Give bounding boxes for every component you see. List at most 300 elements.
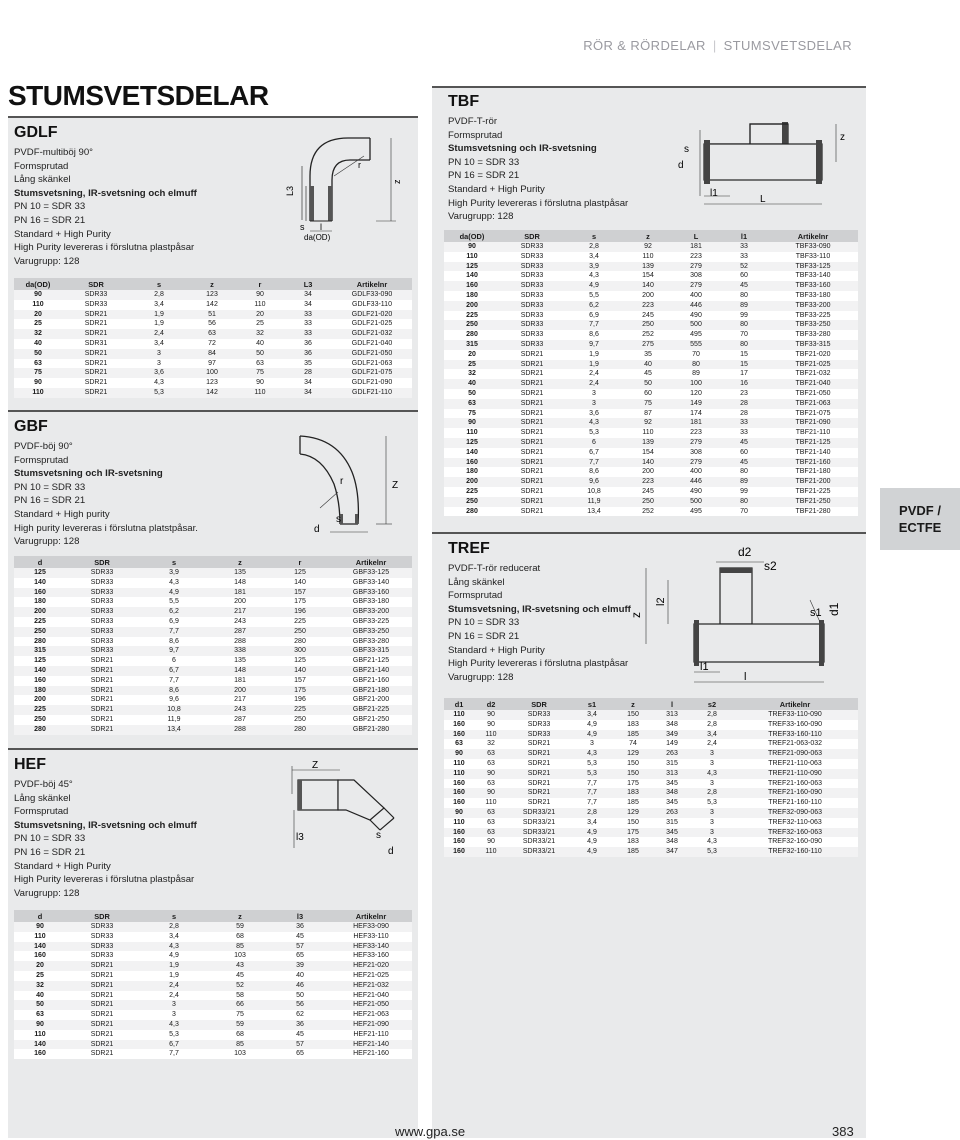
gbf-cell: GBF33-160: [330, 588, 412, 598]
tbf-label-L: L: [760, 194, 766, 205]
gdlf-cell: GDLF21-090: [332, 378, 412, 388]
tbf-cell: 8,6: [564, 330, 624, 340]
tbf-label-l1: l1: [710, 188, 718, 199]
tbf-cell: 89: [672, 369, 720, 379]
tbf-cell: SDR33: [500, 262, 564, 272]
tbf-cell: 89: [720, 477, 768, 487]
gdlf-col-header: z: [188, 278, 236, 290]
tbf-cell: 279: [672, 281, 720, 291]
tref-table-row: [444, 798, 858, 808]
tref-table-row: [444, 739, 858, 749]
tbf-table-row: [444, 379, 858, 389]
tref-table-wrap: [444, 698, 858, 857]
hef-label-z: Z: [312, 760, 319, 771]
gdlf-label-r: r: [358, 160, 361, 170]
gbf-cell: SDR33: [66, 607, 138, 617]
gbf-cell: 280: [14, 637, 66, 647]
gbf-label-r: r: [340, 476, 344, 487]
tbf-table-row: [444, 291, 858, 301]
gdlf-cell: 20: [14, 310, 62, 320]
gbf-cell: 160: [14, 588, 66, 598]
hef-cell: 50: [14, 1000, 66, 1010]
hef-cell: 103: [210, 1049, 270, 1059]
tbf-cell: TBF21-160: [768, 458, 858, 468]
tref-cell: 7,7: [570, 798, 614, 808]
gbf-cell: 125: [14, 568, 66, 578]
tref-table-row: [444, 769, 858, 779]
gbf-cell: 4,9: [138, 588, 210, 598]
tbf-cell: TBF21-110: [768, 428, 858, 438]
hef-cell: SDR33: [66, 942, 138, 952]
gdlf-cell: SDR21: [62, 310, 130, 320]
tref-table-row: [444, 788, 858, 798]
gbf-desc-line: Stumsvetsning och IR-svetsning: [14, 468, 163, 480]
gdlf-cell: GDLF33-090: [332, 290, 412, 300]
tbf-cell: 52: [720, 262, 768, 272]
tref-col-header: Artikelnr: [732, 698, 858, 710]
gbf-cell: 250: [14, 715, 66, 725]
tbf-cell: 4,3: [564, 271, 624, 281]
gbf-cell: GBF21-160: [330, 676, 412, 686]
gbf-cell: 7,7: [138, 627, 210, 637]
tbf-col-header: z: [624, 230, 672, 242]
tbf-cell: SDR21: [500, 428, 564, 438]
gdlf-elbow-diagram: [284, 126, 414, 276]
tref-cell: 2,8: [570, 808, 614, 818]
tref-table-row: [444, 847, 858, 857]
tbf-cell: SDR21: [500, 477, 564, 487]
gdlf-cell: 36: [284, 349, 332, 359]
tbf-cell: 279: [672, 438, 720, 448]
tref-cell: 3: [692, 808, 732, 818]
tref-cell: TREF21-063-032: [732, 739, 858, 749]
gbf-cell: 140: [14, 578, 66, 588]
tbf-cell: 275: [624, 340, 672, 350]
gdlf-cell: 28: [284, 368, 332, 378]
gdlf-cell: 97: [188, 359, 236, 369]
tbf-desc-line: PVDF-T-rör: [448, 116, 498, 127]
gbf-cell: 13,4: [138, 725, 210, 735]
hef-cell: SDR21: [66, 981, 138, 991]
tref-label-l1: l1: [700, 661, 709, 673]
hef-cell: 32: [14, 981, 66, 991]
tbf-table-row: [444, 271, 858, 281]
tbf-cell: TBF21-250: [768, 497, 858, 507]
hef-col-header: Artikelnr: [330, 910, 412, 922]
tbf-cell: SDR21: [500, 399, 564, 409]
tbf-cell: TBF21-180: [768, 467, 858, 477]
tref-cell: 129: [614, 749, 652, 759]
gbf-cell: 8,6: [138, 637, 210, 647]
tref-cell: 90: [474, 837, 508, 847]
hef-cell: 4,9: [138, 951, 210, 961]
gdlf-col-header: r: [236, 278, 284, 290]
gbf-cell: 11,9: [138, 715, 210, 725]
hef-cell: HEF33-160: [330, 951, 412, 961]
tbf-cell: 50: [624, 379, 672, 389]
gdlf-cell: 36: [284, 339, 332, 349]
hef-cell: 4,3: [138, 942, 210, 952]
hef-cell: 65: [270, 1049, 330, 1059]
tref-cell: 4,3: [570, 749, 614, 759]
tbf-desc-line: Varugrupp: 128: [448, 211, 514, 223]
gbf-cell: SDR21: [66, 725, 138, 735]
gbf-label-z: Z: [392, 480, 399, 491]
tref-cell: 150: [614, 710, 652, 720]
tbf-cell: TBF33-090: [768, 242, 858, 252]
gbf-table-row: [14, 607, 412, 617]
tbf-cell: 5,5: [564, 291, 624, 301]
tbf-cell: 8,6: [564, 467, 624, 477]
hef-label-d: d: [388, 846, 394, 857]
gdlf-cell: 90: [14, 290, 62, 300]
gbf-cell: 9,6: [138, 695, 210, 705]
hef-desc-line: Stumsvetsning, IR-svetsning och elmuff: [14, 819, 197, 831]
hef-desc-line: PN 16 = SDR 21: [14, 846, 86, 858]
gdlf-cell: 110: [14, 300, 62, 310]
tbf-cell: TBF21-050: [768, 389, 858, 399]
tref-cell: 345: [652, 798, 692, 808]
gdlf-table-row: [14, 310, 412, 320]
hef-cell: 6,7: [138, 1040, 210, 1050]
tbf-cell: 28: [720, 409, 768, 419]
hef-cell: 63: [14, 1010, 66, 1020]
gbf-cell: 217: [210, 695, 270, 705]
gbf-col-header: z: [210, 556, 270, 568]
tref-cell: 348: [652, 837, 692, 847]
gbf-table-row: [14, 666, 412, 676]
hef-cell: 50: [270, 991, 330, 1001]
tbf-cell: SDR21: [500, 497, 564, 507]
hef-col-header: l3: [270, 910, 330, 922]
hef-cell: 3: [138, 1000, 210, 1010]
tbf-cell: 140: [624, 281, 672, 291]
gbf-cell: GBF21-225: [330, 705, 412, 715]
gdlf-cell: GDLF21-025: [332, 319, 412, 329]
tbf-cell: 252: [624, 507, 672, 517]
gbf-cell: 243: [210, 705, 270, 715]
gbf-cell: 200: [14, 607, 66, 617]
tbf-cell: 3: [564, 389, 624, 399]
tbf-table-row: [444, 330, 858, 340]
tbf-desc-line: High Purity levereras i förslutna plastpåsar: [448, 197, 629, 209]
tbf-cell: 154: [624, 271, 672, 281]
tbf-cell: 33: [720, 252, 768, 262]
tref-cell: SDR21: [508, 759, 570, 769]
tbf-table-row: [444, 350, 858, 360]
gbf-table-row: [14, 597, 412, 607]
tbf-cell: SDR33: [500, 281, 564, 291]
tbf-label-s: s: [684, 144, 689, 155]
tbf-cell: 250: [624, 497, 672, 507]
gbf-table-row: [14, 715, 412, 725]
gbf-cell: 200: [210, 686, 270, 696]
gdlf-cell: 63: [14, 359, 62, 369]
tbf-cell: 80: [720, 320, 768, 330]
hef-cell: HEF21-160: [330, 1049, 412, 1059]
tbf-cell: TBF21-200: [768, 477, 858, 487]
gbf-cell: 180: [14, 686, 66, 696]
hef-cell: 25: [14, 971, 66, 981]
tbf-cell: 180: [444, 467, 500, 477]
gdlf-cell: 51: [188, 310, 236, 320]
hef-cell: 2,4: [138, 981, 210, 991]
gbf-cell: SDR21: [66, 666, 138, 676]
tbf-cell: SDR21: [500, 438, 564, 448]
tbf-cell: 70: [672, 350, 720, 360]
gbf-cell: 280: [14, 725, 66, 735]
gdlf-cell: 75: [14, 368, 62, 378]
gbf-cell: SDR21: [66, 715, 138, 725]
tbf-cell: SDR33: [500, 252, 564, 262]
gbf-desc-line: Formsprutad: [14, 454, 69, 466]
hef-cell: HEF21-040: [330, 991, 412, 1001]
hef-col-header: SDR: [66, 910, 138, 922]
tbf-cell: 3,6: [564, 409, 624, 419]
tbf-cell: 6,9: [564, 311, 624, 321]
gdlf-cell: 34: [284, 378, 332, 388]
tref-cell: 175: [614, 779, 652, 789]
gdlf-cell: 123: [188, 378, 236, 388]
hef-cell: 160: [14, 951, 66, 961]
tbf-cell: 45: [720, 438, 768, 448]
gbf-cell: SDR33: [66, 568, 138, 578]
gbf-cell: 250: [14, 627, 66, 637]
tbf-cell: TBF33-200: [768, 301, 858, 311]
tbf-cell: 70: [720, 507, 768, 517]
hef-cell: HEF33-090: [330, 922, 412, 932]
tref-label-s1: s1: [810, 607, 822, 619]
tbf-cell: 6,7: [564, 448, 624, 458]
tref-cell: 129: [614, 808, 652, 818]
tbf-cell: 555: [672, 340, 720, 350]
gbf-cell: 288: [210, 725, 270, 735]
tref-label-d2: d2: [738, 545, 752, 559]
tbf-desc-line: PN 16 = SDR 21: [448, 170, 520, 182]
tref-cell: 183: [614, 720, 652, 730]
gdlf-cell: 63: [188, 329, 236, 339]
gdlf-desc-line: PN 16 = SDR 21: [14, 214, 86, 226]
gdlf-cell: 90: [236, 378, 284, 388]
gdlf-cell: SDR21: [62, 329, 130, 339]
tbf-cell: 160: [444, 281, 500, 291]
tbf-cell: 223: [624, 301, 672, 311]
tref-cell: 63: [474, 749, 508, 759]
tbf-cell: 75: [624, 399, 672, 409]
hef-table-row: [14, 951, 412, 961]
tref-label-z: z: [629, 612, 643, 618]
tref-cell: 183: [614, 837, 652, 847]
gbf-cell: GBF21-200: [330, 695, 412, 705]
tbf-cell: 200: [624, 467, 672, 477]
tref-cell: 110: [474, 798, 508, 808]
tbf-table-row: [444, 428, 858, 438]
tref-cell: 5,3: [570, 759, 614, 769]
gdlf-cell: SDR21: [62, 359, 130, 369]
gdlf-cell: 40: [14, 339, 62, 349]
tref-cell: 4,9: [570, 828, 614, 838]
gdlf-cell: 25: [236, 319, 284, 329]
gbf-table-row: [14, 627, 412, 637]
tref-col-header: d1: [444, 698, 474, 710]
tref-cell: TREF32-160-090: [732, 837, 858, 847]
gbf-table-row: [14, 646, 412, 656]
gbf-col-header: Artikelnr: [330, 556, 412, 568]
tbf-cell: 99: [720, 311, 768, 321]
gbf-table-wrap: [14, 556, 412, 735]
gdlf-cell: SDR21: [62, 378, 130, 388]
gbf-cell: 287: [210, 715, 270, 725]
hef-cell: 140: [14, 942, 66, 952]
tref-cell: 315: [652, 818, 692, 828]
gbf-cell: SDR33: [66, 646, 138, 656]
gdlf-cell: GDLF21-075: [332, 368, 412, 378]
tref-cell: 63: [474, 779, 508, 789]
tref-cell: SDR21: [508, 798, 570, 808]
tbf-table-row: [444, 487, 858, 497]
tbf-cell: SDR21: [500, 409, 564, 419]
gbf-col-header: s: [138, 556, 210, 568]
gbf-table: [14, 556, 412, 735]
hef-cell: 45: [270, 932, 330, 942]
tbf-col-header: Artikelnr: [768, 230, 858, 242]
gbf-cell: 200: [210, 597, 270, 607]
gbf-cell: 6: [138, 656, 210, 666]
gbf-desc-line: High purity levereras i förslutna platstpåsar.: [14, 522, 198, 534]
hef-desc-line: PN 10 = SDR 33: [14, 833, 86, 845]
gdlf-cell: 142: [188, 388, 236, 398]
tref-cell: 63: [474, 828, 508, 838]
hef-cell: HEF21-090: [330, 1020, 412, 1030]
gdlf-table: [14, 278, 412, 398]
gbf-cell: 125: [270, 656, 330, 666]
gbf-desc-line: Standard + High purity: [14, 508, 110, 520]
tref-cell: 160: [444, 720, 474, 730]
gbf-col-header: SDR: [66, 556, 138, 568]
tbf-cell: 400: [672, 467, 720, 477]
tbf-cell: SDR33: [500, 301, 564, 311]
gbf-cell: GBF33-280: [330, 637, 412, 647]
gbf-cell: 125: [14, 656, 66, 666]
tbf-cell: 500: [672, 320, 720, 330]
gbf-cell: SDR33: [66, 588, 138, 598]
tref-cell: 3,4: [570, 710, 614, 720]
gbf-cell: 148: [210, 578, 270, 588]
hef-table-row: [14, 971, 412, 981]
tbf-cell: 70: [720, 330, 768, 340]
tbf-cell: SDR21: [500, 448, 564, 458]
gbf-cell: 10,8: [138, 705, 210, 715]
gbf-cell: 175: [270, 686, 330, 696]
tbf-table-row: [444, 360, 858, 370]
tbf-cell: SDR33: [500, 291, 564, 301]
hef-table-row: [14, 1000, 412, 1010]
tbf-cell: 279: [672, 458, 720, 468]
tref-cell: 3,4: [692, 730, 732, 740]
tref-cell: 90: [474, 720, 508, 730]
tbf-cell: 446: [672, 301, 720, 311]
tref-cell: SDR21: [508, 779, 570, 789]
tbf-cell: 92: [624, 418, 672, 428]
hef-cell: 20: [14, 961, 66, 971]
gdlf-table-row: [14, 388, 412, 398]
hef-cell: SDR21: [66, 991, 138, 1001]
tbf-cell: 125: [444, 262, 500, 272]
hef-desc-line: Formsprutad: [14, 806, 69, 818]
hef-cell: 45: [270, 1030, 330, 1040]
gdlf-cell: 34: [284, 388, 332, 398]
tbf-cell: 33: [720, 242, 768, 252]
hef-cell: 45: [210, 971, 270, 981]
breadcrumb-separator: |: [712, 38, 717, 53]
gdlf-cell: GDLF21-020: [332, 310, 412, 320]
tref-cell: 185: [614, 798, 652, 808]
page-number: 383: [832, 1124, 854, 1139]
tbf-cell: 181: [672, 242, 720, 252]
tref-label-l: l: [744, 671, 747, 683]
tbf-cell: 50: [444, 389, 500, 399]
tbf-table-row: [444, 477, 858, 487]
tbf-cell: TBF33-180: [768, 291, 858, 301]
gbf-cell: GBF21-180: [330, 686, 412, 696]
tbf-table-row: [444, 497, 858, 507]
tref-cell: 63: [474, 808, 508, 818]
hef-desc-line: Standard + High Purity: [14, 860, 111, 872]
tbf-cell: 154: [624, 448, 672, 458]
gbf-cell: 181: [210, 676, 270, 686]
tbf-cell: 6: [564, 438, 624, 448]
tref-table-row: [444, 730, 858, 740]
tref-cell: 160: [444, 798, 474, 808]
tbf-cell: 125: [444, 438, 500, 448]
gbf-cell: 140: [14, 666, 66, 676]
tref-cell: 4,9: [570, 720, 614, 730]
tbf-table-row: [444, 409, 858, 419]
gbf-table-row: [14, 578, 412, 588]
hef-cell: 3: [138, 1010, 210, 1020]
gdlf-desc-line: PN 10 = SDR 33: [14, 201, 86, 213]
hef-table-row: [14, 942, 412, 952]
tbf-cell: 110: [444, 252, 500, 262]
tbf-cell: 80: [720, 291, 768, 301]
gdlf-table-row: [14, 319, 412, 329]
category-tab-line1: PVDF /: [899, 503, 941, 518]
tref-desc-line: High Purity levereras i förslutna plastpåsar: [448, 658, 629, 670]
gbf-cell: 160: [14, 676, 66, 686]
gbf-cell: 7,7: [138, 676, 210, 686]
tbf-cell: 28: [720, 399, 768, 409]
tref-cell: SDR33/21: [508, 808, 570, 818]
hef-cell: SDR21: [66, 971, 138, 981]
tref-table-row: [444, 710, 858, 720]
tref-cell: TREF32-160-110: [732, 847, 858, 857]
gdlf-desc-line: Lång skänkel: [14, 174, 71, 186]
hef-description: [14, 778, 197, 900]
hef-cell: 90: [14, 1020, 66, 1030]
gdlf-table-row: [14, 300, 412, 310]
tref-cell: 313: [652, 769, 692, 779]
tbf-cell: 32: [444, 369, 500, 379]
gdlf-cell: SDR21: [62, 319, 130, 329]
tbf-cell: 45: [624, 369, 672, 379]
tref-cell: 2,8: [692, 788, 732, 798]
tbf-cell: TBF21-075: [768, 409, 858, 419]
hef-cell: 58: [210, 991, 270, 1001]
gdlf-cell: 4,3: [130, 378, 188, 388]
gdlf-cell: 110: [236, 388, 284, 398]
hef-desc-line: High Purity levereras i förslutna plastpåsar: [14, 874, 195, 886]
tref-cell: 349: [652, 730, 692, 740]
